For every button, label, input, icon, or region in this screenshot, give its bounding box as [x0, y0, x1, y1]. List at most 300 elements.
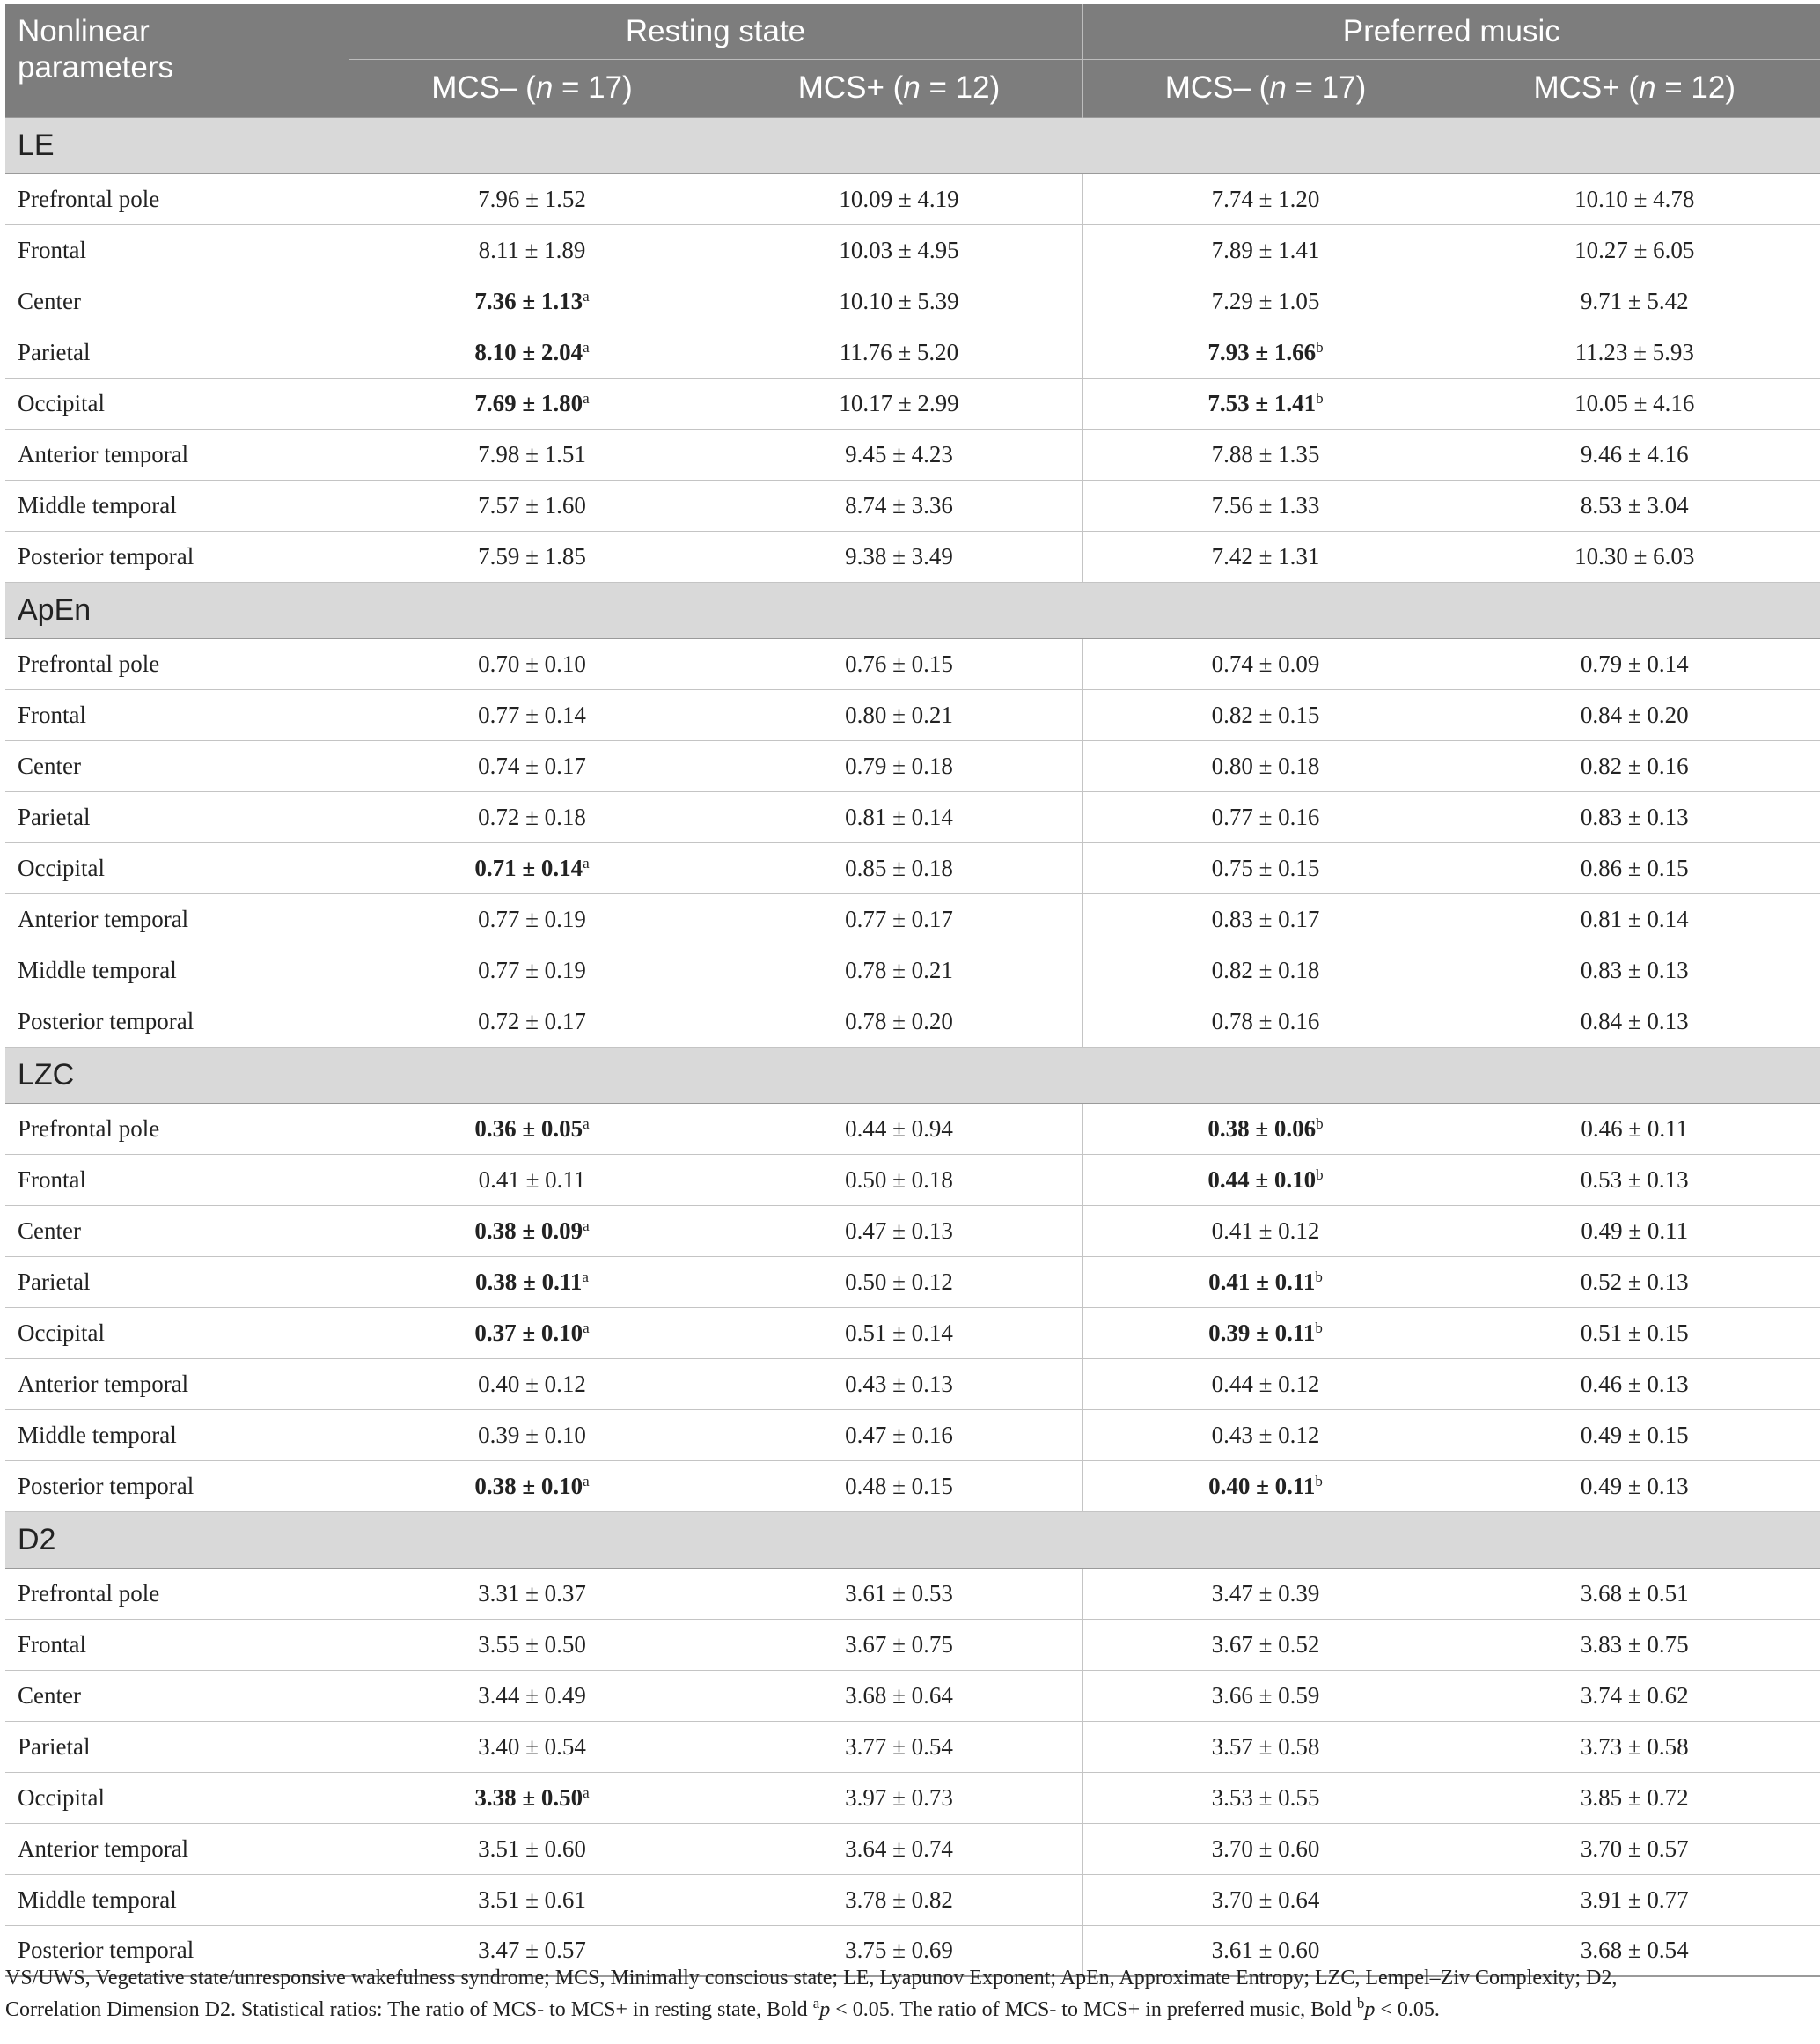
- cell-value: 0.74 ± 0.09: [1211, 650, 1320, 677]
- col-n: n: [903, 70, 921, 105]
- cell-value: 0.83 ± 0.13: [1580, 803, 1689, 830]
- significance-marker: a: [583, 389, 590, 407]
- table-cell: [1082, 224, 1449, 276]
- table-cell: [349, 893, 716, 945]
- table-cell: [1449, 531, 1820, 582]
- table-cell: [1449, 224, 1820, 276]
- table-cell: [349, 638, 716, 689]
- col-suffix: = 12): [920, 70, 1001, 105]
- table-cell: [1449, 893, 1820, 945]
- table-cell: [349, 429, 716, 480]
- table-cell: [349, 378, 716, 429]
- table-cell: [716, 224, 1082, 276]
- cell-value: 3.73 ± 0.58: [1580, 1732, 1689, 1760]
- cell-value: 0.77 ± 0.19: [478, 905, 586, 932]
- significance-marker: a: [583, 338, 590, 356]
- row-label: Posterior temporal: [5, 996, 349, 1047]
- cell-value: 0.83 ± 0.17: [1211, 905, 1320, 932]
- cell-value: 8.10 ± 2.04: [474, 338, 583, 365]
- table-row: [5, 689, 1820, 740]
- table-cell: [716, 996, 1082, 1047]
- cell-value: 8.74 ± 3.36: [845, 491, 953, 518]
- table-cell: [1449, 842, 1820, 893]
- table-cell: [1449, 1460, 1820, 1511]
- cell-value: 0.39 ± 0.10: [478, 1421, 586, 1448]
- cell-value: 0.82 ± 0.16: [1580, 752, 1689, 779]
- table-cell: [716, 1409, 1082, 1460]
- row-label: Center: [5, 1670, 349, 1721]
- significance-marker: b: [1316, 1114, 1324, 1132]
- group-header-music: Preferred music: [1082, 4, 1820, 59]
- section-title: ApEn: [5, 582, 1820, 638]
- table-cell: [1449, 1409, 1820, 1460]
- table-cell: [716, 378, 1082, 429]
- cell-value: 9.46 ± 4.16: [1580, 440, 1689, 467]
- table-cell: [716, 945, 1082, 996]
- table-row: [5, 1460, 1820, 1511]
- cell-value: 3.66 ± 0.59: [1211, 1681, 1320, 1709]
- row-label: Occipital: [5, 1772, 349, 1823]
- table-cell: [349, 945, 716, 996]
- table-cell: [1449, 1721, 1820, 1772]
- cell-value: 0.84 ± 0.20: [1580, 701, 1689, 728]
- significance-marker: a: [582, 1268, 589, 1285]
- table-cell: [1082, 480, 1449, 531]
- table-cell: [1082, 1874, 1449, 1925]
- table-cell: [349, 996, 716, 1047]
- table-cell: [716, 1772, 1082, 1823]
- col-suffix: = 17): [1286, 70, 1367, 105]
- cell-value: 0.43 ± 0.13: [845, 1370, 953, 1397]
- significance-marker: a: [583, 1217, 590, 1234]
- row-label: Anterior temporal: [5, 429, 349, 480]
- table-row: [5, 1619, 1820, 1670]
- significance-marker: a: [583, 1472, 590, 1489]
- table-cell: [1449, 791, 1820, 842]
- table-row: [5, 378, 1820, 429]
- col-prefix: MCS– (: [431, 70, 536, 105]
- cell-value: 7.69 ± 1.80: [474, 389, 583, 416]
- cell-value: 0.85 ± 0.18: [845, 854, 953, 881]
- cell-value: 0.82 ± 0.15: [1211, 701, 1320, 728]
- significance-marker: a: [583, 1319, 590, 1336]
- row-label: Anterior temporal: [5, 1823, 349, 1874]
- cell-value: 3.51 ± 0.60: [478, 1834, 586, 1862]
- cell-value: 0.78 ± 0.20: [845, 1007, 953, 1034]
- table-cell: [716, 480, 1082, 531]
- significance-marker: b: [1316, 338, 1324, 356]
- table-cell: [349, 276, 716, 327]
- table-cell: [1082, 1823, 1449, 1874]
- cell-value: 3.68 ± 0.64: [845, 1681, 953, 1709]
- table-cell: [1449, 689, 1820, 740]
- cell-value: 9.45 ± 4.23: [845, 440, 953, 467]
- table-cell: [1449, 1307, 1820, 1358]
- column-header-2: [1082, 59, 1449, 117]
- table-cell: [1449, 276, 1820, 327]
- table-cell: [716, 1721, 1082, 1772]
- cell-value: 0.41 ± 0.11: [1208, 1268, 1316, 1295]
- table-cell: [349, 1721, 716, 1772]
- footnote-p-2: p: [1364, 1998, 1376, 2021]
- row-label: Prefrontal pole: [5, 173, 349, 224]
- table-cell: [716, 893, 1082, 945]
- col-prefix: MCS– (: [1164, 70, 1270, 105]
- cell-value: 3.44 ± 0.49: [478, 1681, 586, 1709]
- row-label: Posterior temporal: [5, 531, 349, 582]
- table-cell: [1449, 1154, 1820, 1205]
- cell-value: 0.52 ± 0.13: [1580, 1268, 1689, 1295]
- table-cell: [716, 173, 1082, 224]
- footnote-sup-b: b: [1356, 1995, 1365, 2011]
- group-header-resting: Resting state: [349, 4, 1082, 59]
- cell-value: 10.17 ± 2.99: [839, 389, 959, 416]
- cell-value: 0.49 ± 0.11: [1581, 1217, 1689, 1244]
- row-label: Parietal: [5, 327, 349, 378]
- cell-value: 3.47 ± 0.57: [478, 1937, 586, 1964]
- table-row: [5, 996, 1820, 1047]
- cell-value: 0.47 ± 0.13: [845, 1217, 953, 1244]
- footnote-line-2b: < 0.05. The ratio of MCS- to MCS+ in preferred music, Bold: [830, 1998, 1357, 2021]
- significance-marker: b: [1315, 1472, 1323, 1489]
- cell-value: 0.40 ± 0.11: [1208, 1472, 1316, 1499]
- table-cell: [349, 1103, 716, 1154]
- cell-value: 3.68 ± 0.54: [1580, 1937, 1689, 1964]
- cell-value: 3.85 ± 0.72: [1580, 1783, 1689, 1811]
- cell-value: 11.76 ± 5.20: [839, 338, 959, 365]
- cell-value: 7.74 ± 1.20: [1211, 185, 1320, 212]
- table-row: [5, 842, 1820, 893]
- row-label: Middle temporal: [5, 1409, 349, 1460]
- table-cell: [349, 173, 716, 224]
- table-cell: [349, 327, 716, 378]
- cell-value: 0.40 ± 0.12: [478, 1370, 586, 1397]
- row-label: Frontal: [5, 1619, 349, 1670]
- table-cell: [349, 1358, 716, 1409]
- section-row: [5, 1047, 1820, 1103]
- cell-value: 0.80 ± 0.18: [1211, 752, 1320, 779]
- col-prefix: MCS+ (: [797, 70, 904, 105]
- cell-value: 3.38 ± 0.50: [474, 1783, 583, 1811]
- row-label: Middle temporal: [5, 1874, 349, 1925]
- row-label: Center: [5, 276, 349, 327]
- table-cell: [1449, 429, 1820, 480]
- table-cell: [349, 689, 716, 740]
- table-cell: [1082, 893, 1449, 945]
- table-cell: [1082, 1670, 1449, 1721]
- table-cell: [716, 842, 1082, 893]
- section-row: [5, 1511, 1820, 1568]
- table-row: [5, 1154, 1820, 1205]
- row-label: Anterior temporal: [5, 1358, 349, 1409]
- table-cell: [716, 791, 1082, 842]
- table-cell: [1449, 378, 1820, 429]
- cell-value: 0.72 ± 0.17: [478, 1007, 586, 1034]
- table-row: [5, 224, 1820, 276]
- row-label: Prefrontal pole: [5, 1103, 349, 1154]
- cell-value: 7.89 ± 1.41: [1211, 236, 1320, 263]
- cell-value: 10.09 ± 4.19: [839, 185, 959, 212]
- cell-value: 0.70 ± 0.10: [478, 650, 586, 677]
- table-cell: [1082, 638, 1449, 689]
- table-cell: [1449, 1823, 1820, 1874]
- table-header: [5, 4, 1820, 117]
- table-cell: [716, 1874, 1082, 1925]
- cell-value: 0.41 ± 0.11: [478, 1165, 586, 1193]
- cell-value: 8.11 ± 1.89: [478, 236, 586, 263]
- table-cell: [716, 531, 1082, 582]
- cell-value: 3.51 ± 0.61: [478, 1886, 586, 1913]
- table-cell: [349, 791, 716, 842]
- table-row: [5, 1568, 1820, 1619]
- cell-value: 7.29 ± 1.05: [1211, 287, 1320, 314]
- cell-value: 3.74 ± 0.62: [1580, 1681, 1689, 1709]
- cell-value: 0.79 ± 0.18: [845, 752, 953, 779]
- col-n: n: [535, 70, 554, 105]
- table-cell: [1449, 173, 1820, 224]
- cell-value: 3.91 ± 0.77: [1580, 1886, 1689, 1913]
- cell-value: 3.67 ± 0.52: [1211, 1630, 1320, 1658]
- data-table: [5, 4, 1820, 1977]
- table-row: [5, 276, 1820, 327]
- table-row: [5, 1256, 1820, 1307]
- cell-value: 3.78 ± 0.82: [845, 1886, 953, 1913]
- table-cell: [1449, 740, 1820, 791]
- cell-value: 3.61 ± 0.53: [845, 1579, 953, 1607]
- cell-value: 0.51 ± 0.15: [1580, 1319, 1689, 1346]
- table-cell: [1082, 531, 1449, 582]
- table-cell: [1082, 740, 1449, 791]
- table-cell: [1449, 1103, 1820, 1154]
- cell-value: 0.38 ± 0.10: [474, 1472, 583, 1499]
- cell-value: 0.77 ± 0.14: [478, 701, 586, 728]
- table-cell: [349, 842, 716, 893]
- cell-value: 0.48 ± 0.15: [845, 1472, 953, 1499]
- cell-value: 3.70 ± 0.64: [1211, 1886, 1320, 1913]
- table-cell: [1082, 276, 1449, 327]
- table-cell: [716, 429, 1082, 480]
- table-cell: [716, 740, 1082, 791]
- corner-line-1: Nonlinear: [18, 14, 150, 48]
- table-row: [5, 173, 1820, 224]
- table-cell: [716, 1103, 1082, 1154]
- cell-value: 0.44 ± 0.94: [845, 1114, 953, 1142]
- corner-line-2: parameters: [18, 50, 174, 85]
- cell-value: 9.38 ± 3.49: [845, 542, 953, 570]
- cell-value: 0.82 ± 0.18: [1211, 956, 1320, 983]
- table-row: [5, 638, 1820, 689]
- row-label: Middle temporal: [5, 480, 349, 531]
- row-label: Occipital: [5, 378, 349, 429]
- table-cell: [1449, 480, 1820, 531]
- table-row: [5, 1721, 1820, 1772]
- table-cell: [349, 1670, 716, 1721]
- significance-marker: a: [583, 287, 590, 305]
- cell-value: 7.88 ± 1.35: [1211, 440, 1320, 467]
- table-row: [5, 480, 1820, 531]
- cell-value: 0.79 ± 0.14: [1580, 650, 1689, 677]
- cell-value: 10.30 ± 6.03: [1574, 542, 1695, 570]
- table-cell: [716, 1154, 1082, 1205]
- cell-value: 0.75 ± 0.15: [1211, 854, 1320, 881]
- cell-value: 3.70 ± 0.60: [1211, 1834, 1320, 1862]
- col-suffix: = 17): [553, 70, 633, 105]
- table-cell: [1449, 327, 1820, 378]
- table-cell: [349, 1256, 716, 1307]
- row-label: Middle temporal: [5, 945, 349, 996]
- table-cell: [1082, 842, 1449, 893]
- table-row: [5, 791, 1820, 842]
- col-prefix: MCS+ (: [1533, 70, 1640, 105]
- table-cell: [349, 531, 716, 582]
- footnote: [5, 1962, 1818, 2026]
- table-cell: [349, 1619, 716, 1670]
- significance-marker: b: [1315, 1268, 1323, 1285]
- cell-value: 0.78 ± 0.16: [1211, 1007, 1320, 1034]
- table-row: [5, 1670, 1820, 1721]
- cell-value: 0.38 ± 0.11: [475, 1268, 583, 1295]
- cell-value: 0.36 ± 0.05: [474, 1114, 583, 1142]
- table-cell: [716, 1619, 1082, 1670]
- table-cell: [1449, 1874, 1820, 1925]
- table-cell: [1082, 1409, 1449, 1460]
- cell-value: 0.44 ± 0.10: [1207, 1165, 1317, 1193]
- cell-value: 3.57 ± 0.58: [1211, 1732, 1320, 1760]
- cell-value: 3.53 ± 0.55: [1211, 1783, 1320, 1811]
- cell-value: 10.10 ± 5.39: [839, 287, 959, 314]
- cell-value: 3.40 ± 0.54: [478, 1732, 586, 1760]
- significance-marker: a: [583, 1783, 590, 1801]
- cell-value: 0.81 ± 0.14: [1580, 905, 1689, 932]
- cell-value: 10.27 ± 6.05: [1574, 236, 1695, 263]
- table-cell: [1449, 1670, 1820, 1721]
- cell-value: 9.71 ± 5.42: [1580, 287, 1689, 314]
- table-row: [5, 1409, 1820, 1460]
- table-cell: [716, 1670, 1082, 1721]
- row-label: Parietal: [5, 1256, 349, 1307]
- cell-value: 7.98 ± 1.51: [478, 440, 586, 467]
- table-cell: [1449, 1205, 1820, 1256]
- cell-value: 3.67 ± 0.75: [845, 1630, 953, 1658]
- cell-value: 0.39 ± 0.11: [1208, 1319, 1316, 1346]
- cell-value: 0.46 ± 0.13: [1580, 1370, 1689, 1397]
- table-row: [5, 740, 1820, 791]
- row-label: Center: [5, 1205, 349, 1256]
- row-label: Posterior temporal: [5, 1925, 349, 1976]
- column-header-3: [1449, 59, 1820, 117]
- cell-value: 11.23 ± 5.93: [1574, 338, 1694, 365]
- table-cell: [1449, 1619, 1820, 1670]
- section-title: LZC: [5, 1047, 1820, 1103]
- footnote-line-2c: < 0.05.: [1375, 1998, 1440, 2021]
- row-label: Posterior temporal: [5, 1460, 349, 1511]
- cell-value: 3.97 ± 0.73: [845, 1783, 953, 1811]
- column-header-1: [716, 59, 1082, 117]
- table-cell: [349, 1307, 716, 1358]
- cell-value: 0.74 ± 0.17: [478, 752, 586, 779]
- table-row: [5, 945, 1820, 996]
- footnote-p-1: p: [819, 1998, 831, 2021]
- cell-value: 10.03 ± 4.95: [839, 236, 959, 263]
- table-cell: [1449, 996, 1820, 1047]
- cell-value: 3.61 ± 0.60: [1211, 1937, 1320, 1964]
- table-cell: [716, 1205, 1082, 1256]
- table-cell: [349, 480, 716, 531]
- table-cell: [349, 224, 716, 276]
- cell-value: 0.71 ± 0.14: [474, 854, 583, 881]
- cell-value: 3.68 ± 0.51: [1580, 1579, 1689, 1607]
- column-header-0: [349, 59, 716, 117]
- table-cell: [1082, 1619, 1449, 1670]
- table-row: [5, 893, 1820, 945]
- table-cell: [716, 327, 1082, 378]
- cell-value: 0.49 ± 0.15: [1580, 1421, 1689, 1448]
- table-cell: [716, 1568, 1082, 1619]
- table-row: [5, 1823, 1820, 1874]
- table-row: [5, 1772, 1820, 1823]
- section-row: [5, 117, 1820, 173]
- footnote-line-1: VS/UWS, Vegetative state/unresponsive wakefulness syndrome; MCS, Minimally conscious state; LE, Lyapunov Exponent; ApEn, Approximate Entropy; LZC, Lempel–Ziv Complexity; D2,: [5, 1967, 1618, 1989]
- cell-value: 10.10 ± 4.78: [1574, 185, 1695, 212]
- table-row: [5, 327, 1820, 378]
- cell-value: 3.77 ± 0.54: [845, 1732, 953, 1760]
- table-cell: [1082, 1256, 1449, 1307]
- row-label: Frontal: [5, 689, 349, 740]
- table-cell: [1082, 1721, 1449, 1772]
- table-cell: [1082, 429, 1449, 480]
- table-cell: [1082, 1205, 1449, 1256]
- cell-value: 0.37 ± 0.10: [474, 1319, 583, 1346]
- col-suffix: = 12): [1655, 70, 1736, 105]
- table-cell: [1082, 1103, 1449, 1154]
- table-cell: [1449, 1568, 1820, 1619]
- section-title: D2: [5, 1511, 1820, 1568]
- row-label: Frontal: [5, 224, 349, 276]
- row-label: Parietal: [5, 791, 349, 842]
- cell-value: 0.53 ± 0.13: [1580, 1165, 1689, 1193]
- cell-value: 0.78 ± 0.21: [845, 956, 953, 983]
- cell-value: 7.42 ± 1.31: [1211, 542, 1320, 570]
- table-cell: [1082, 791, 1449, 842]
- row-label: Frontal: [5, 1154, 349, 1205]
- cell-value: 10.05 ± 4.16: [1574, 389, 1695, 416]
- cell-value: 0.50 ± 0.18: [845, 1165, 953, 1193]
- cell-value: 0.41 ± 0.12: [1211, 1217, 1320, 1244]
- cell-value: 7.57 ± 1.60: [478, 491, 586, 518]
- cell-value: 3.47 ± 0.39: [1211, 1579, 1320, 1607]
- table-cell: [1449, 638, 1820, 689]
- table-cell: [349, 1772, 716, 1823]
- significance-marker: a: [583, 854, 590, 871]
- cell-value: 0.47 ± 0.16: [845, 1421, 953, 1448]
- cell-value: 0.80 ± 0.21: [845, 701, 953, 728]
- table-cell: [716, 689, 1082, 740]
- table-container: [5, 4, 1820, 1977]
- cell-value: 0.50 ± 0.12: [845, 1268, 953, 1295]
- cell-value: 7.59 ± 1.85: [478, 542, 586, 570]
- table-row: [5, 531, 1820, 582]
- cell-value: 7.56 ± 1.33: [1211, 491, 1320, 518]
- cell-value: 7.53 ± 1.41: [1207, 389, 1317, 416]
- cell-value: 0.49 ± 0.13: [1580, 1472, 1689, 1499]
- table-cell: [1082, 996, 1449, 1047]
- table-cell: [349, 1154, 716, 1205]
- cell-value: 3.75 ± 0.69: [845, 1937, 953, 1964]
- table-cell: [1082, 1154, 1449, 1205]
- significance-marker: b: [1316, 389, 1324, 407]
- table-cell: [1082, 689, 1449, 740]
- cell-value: 0.72 ± 0.18: [478, 803, 586, 830]
